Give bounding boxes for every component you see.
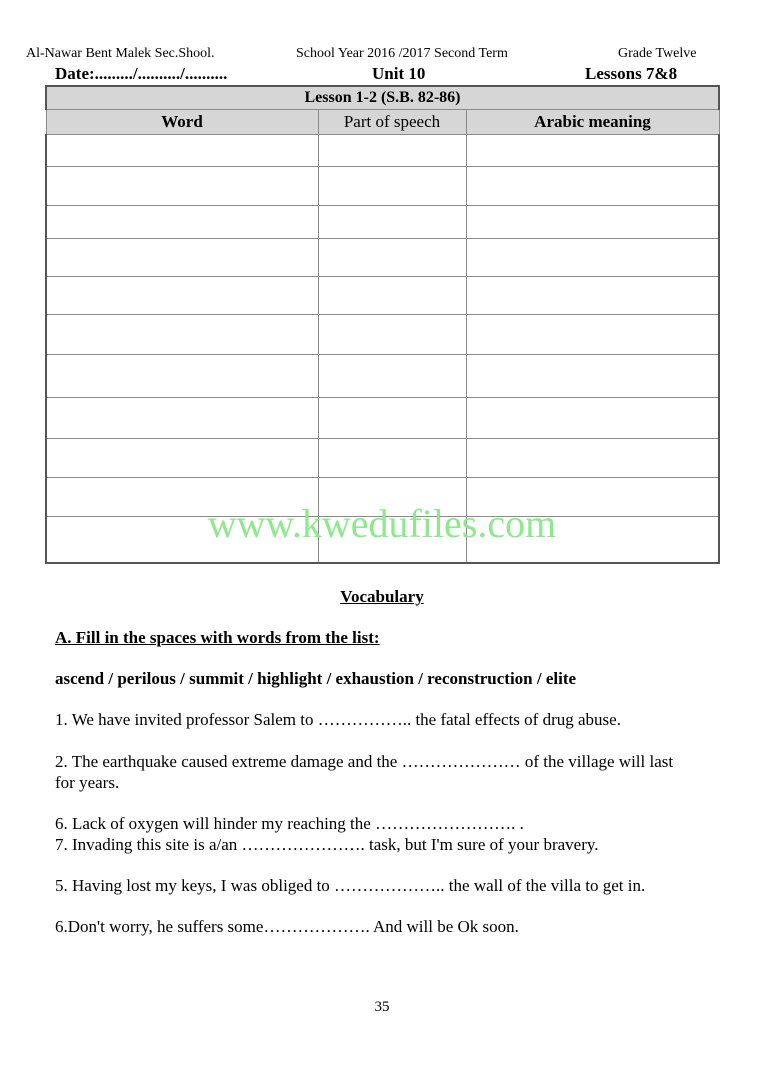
part-of-speech-cell[interactable]: [318, 135, 466, 167]
word-cell[interactable]: [46, 355, 318, 398]
school-name: Al-Nawar Bent Malek Sec.Shool.: [26, 46, 215, 61]
column-header-word: Word: [46, 110, 318, 135]
arabic-meaning-cell[interactable]: [466, 239, 719, 277]
word-list: ascend / perilous / summit / highlight / exhaustion / reconstruction / elite: [55, 669, 577, 688]
sentence-1: 1. We have invited professor Salem to …………….. the fatal effects of drug abuse.: [55, 710, 621, 729]
arabic-meaning-cell[interactable]: [466, 206, 719, 239]
part-of-speech-cell[interactable]: [318, 355, 466, 398]
table-row: [46, 206, 719, 239]
word-cell[interactable]: [46, 206, 318, 239]
part-of-speech-cell[interactable]: [318, 398, 466, 439]
part-of-speech-cell[interactable]: [318, 439, 466, 478]
arabic-meaning-cell[interactable]: [466, 277, 719, 315]
word-cell[interactable]: [46, 439, 318, 478]
part-of-speech-cell[interactable]: [318, 277, 466, 315]
lesson-title: Lesson 1-2 (S.B. 82-86): [46, 86, 719, 110]
table-row: [46, 239, 719, 277]
table-row: [46, 167, 719, 206]
arabic-meaning-cell[interactable]: [466, 167, 719, 206]
unit-label: Unit 10: [372, 64, 426, 83]
exercise-title: A. Fill in the spaces with words from the list:: [55, 628, 380, 647]
column-header-part-of-speech: Part of speech: [318, 110, 466, 135]
word-cell[interactable]: [46, 277, 318, 315]
school-year: School Year 2016 /2017 Second Term: [296, 46, 508, 61]
vocabulary-table: [45, 85, 720, 564]
arabic-meaning-cell[interactable]: [466, 439, 719, 478]
word-cell[interactable]: [46, 398, 318, 439]
arabic-meaning-cell[interactable]: [466, 315, 719, 355]
table-row: [46, 355, 719, 398]
sentence-6b: 6.Don't worry, he suffers some………………. And will be Ok soon.: [55, 917, 519, 936]
arabic-meaning-cell[interactable]: [466, 398, 719, 439]
arabic-meaning-cell[interactable]: [466, 135, 719, 167]
sentence-2-continued: for years.: [55, 773, 120, 792]
table-row: [46, 315, 719, 355]
table-row: [46, 439, 719, 478]
grade-label: Grade Twelve: [618, 46, 697, 61]
sentence-6a: 6. Lack of oxygen will hinder my reaching the ……………………. .: [55, 814, 524, 833]
part-of-speech-cell[interactable]: [318, 167, 466, 206]
sentence-2: 2. The earthquake caused extreme damage and the ………………… of the village will last: [55, 752, 674, 771]
table-row: [46, 277, 719, 315]
vocabulary-title: Vocabulary: [340, 587, 424, 606]
table-row: [46, 135, 719, 167]
word-cell[interactable]: [46, 239, 318, 277]
arabic-meaning-cell[interactable]: [466, 355, 719, 398]
date-label: Date:........./........../..........: [55, 64, 228, 83]
word-cell[interactable]: [46, 315, 318, 355]
part-of-speech-cell[interactable]: [318, 206, 466, 239]
table-row: [46, 398, 719, 439]
sentence-7: 7. Invading this site is a/an …………………. task, but I'm sure of your bravery.: [55, 835, 599, 854]
part-of-speech-cell[interactable]: [318, 315, 466, 355]
watermark: www.kwedufiles.com: [207, 501, 557, 546]
sentence-5: 5. Having lost my keys, I was obliged to ……………….. the wall of the villa to get in.: [55, 876, 646, 895]
part-of-speech-cell[interactable]: [318, 239, 466, 277]
word-cell[interactable]: [46, 135, 318, 167]
page-number: 35: [374, 999, 390, 1015]
lessons-label: Lessons 7&8: [585, 64, 678, 83]
word-cell[interactable]: [46, 167, 318, 206]
column-header-arabic-meaning: Arabic meaning: [466, 110, 719, 135]
